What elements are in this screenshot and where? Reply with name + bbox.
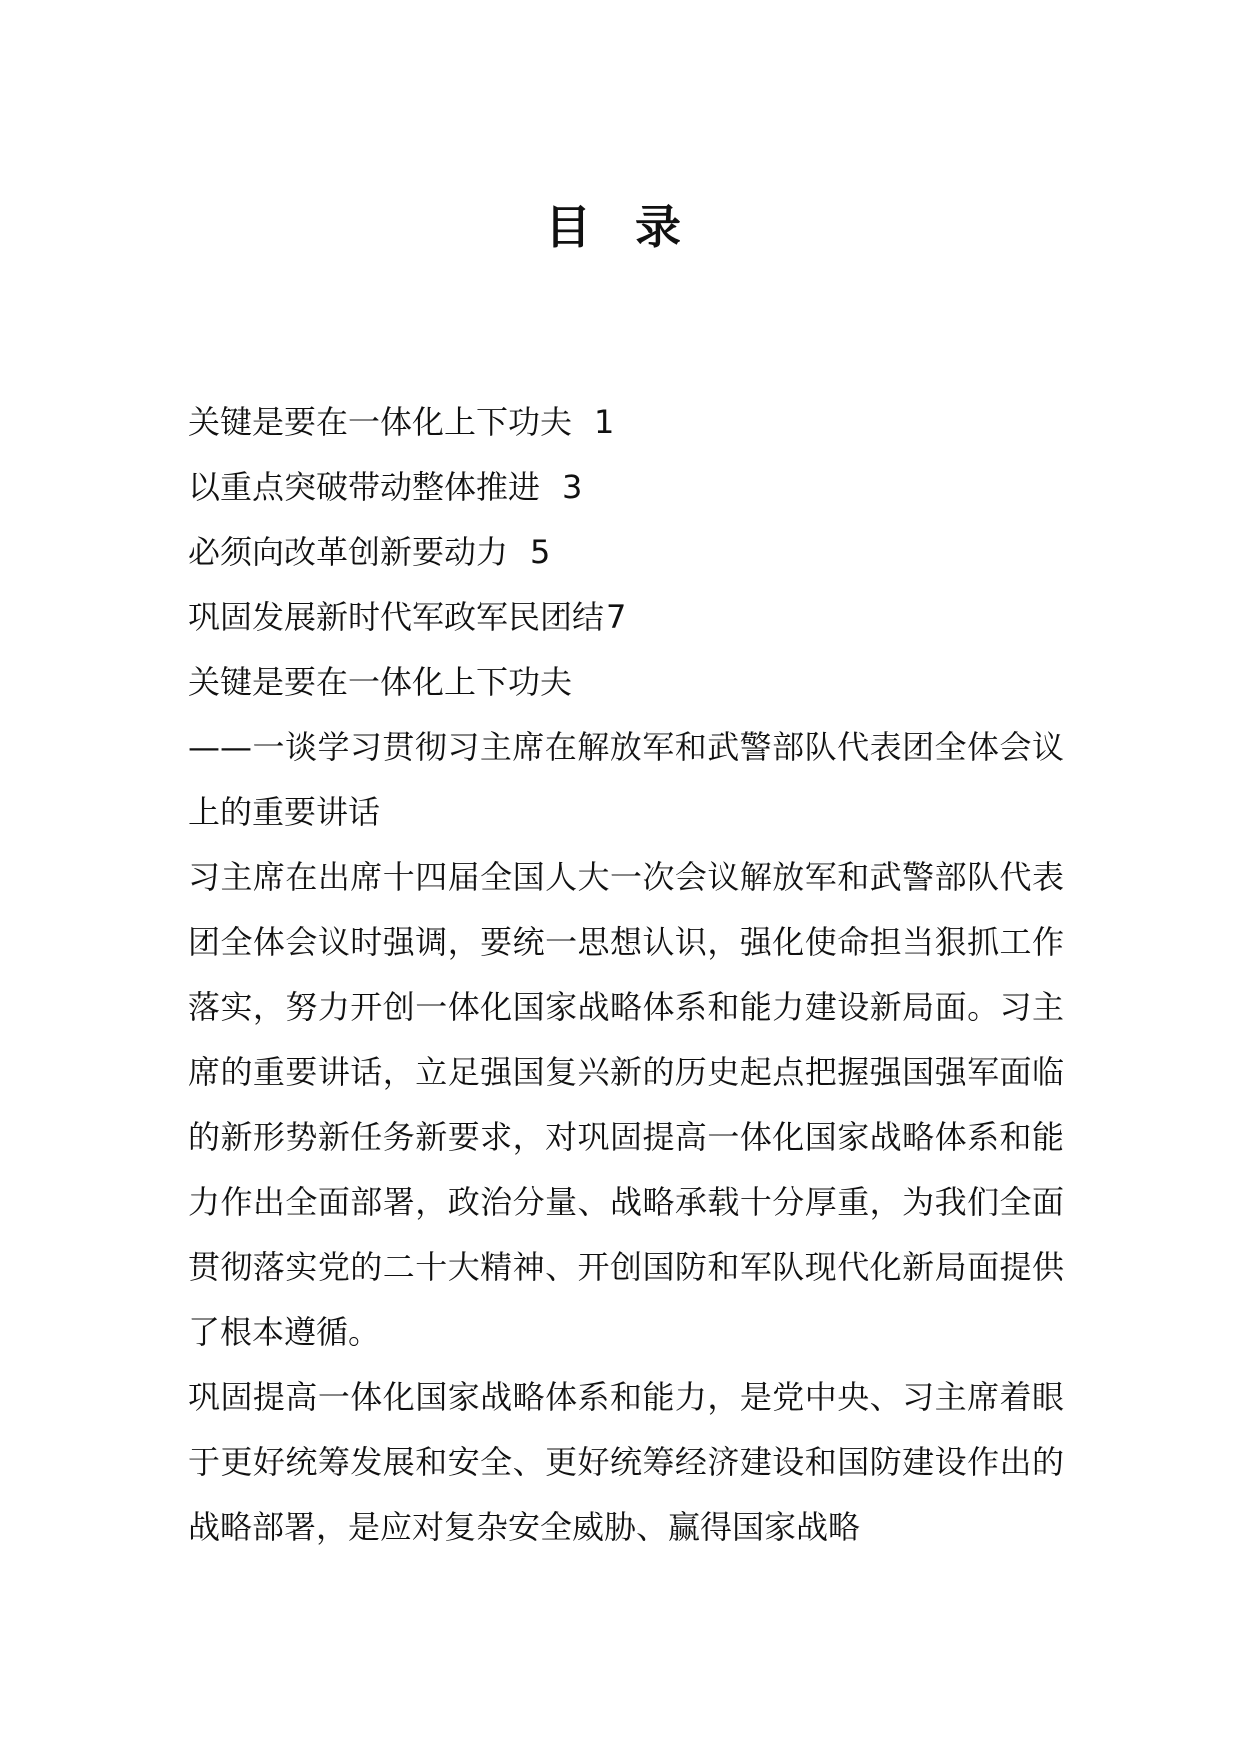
toc-item[interactable] (188, 455, 1064, 520)
page-title: 目 录 (544, 200, 695, 254)
toc-item-title: 巩固发展新时代军政军民团结 (188, 598, 605, 636)
toc-item[interactable] (188, 585, 1064, 650)
article-heading: 关键是要在一体化上下功夫 (188, 663, 573, 701)
toc-item[interactable] (188, 520, 1064, 585)
table-of-contents (188, 390, 1064, 650)
toc-item-page: 3 (562, 468, 583, 506)
toc-item-title: 关键是要在一体化上下功夫 (188, 403, 573, 441)
article-paragraph: 巩固提高一体化国家战略体系和能力，是党中央、习主席着眼于更好统筹发展和安全、更好统筹经济建设和国防建设作出的战略部署，是应对复杂安全威胁、赢得国家战略 (188, 1378, 1064, 1546)
toc-item[interactable] (188, 390, 1064, 455)
toc-item-page: 1 (594, 403, 615, 441)
article-subheading: ——一谈学习贯彻习主席在解放军和武警部队代表团全体会议上的重要讲话 (188, 728, 1064, 831)
toc-item-page: 5 (530, 533, 551, 571)
article-paragraph: 习主席在出席十四届全国人大一次会议解放军和武警部队代表团全体会议时强调，要统一思想认识，强化使命担当狠抓工作落实，努力开创一体化国家战略体系和能力建设新局面。习主席的重要讲话，立足强国复兴新的历史起点把握强国强军面临的新形势新任务新要求，对巩固提高一体化国家战略体系和能力作出全面部署，政治分量、战略承载十分厚重，为我们全面贯彻落实党的二十大精神、开创国防和军队现代化新局面提供了根本遵循。 (188, 858, 1064, 1351)
toc-item-page: 7 (606, 598, 627, 636)
toc-item-title: 以重点突破带动整体推进 (188, 468, 541, 506)
toc-item-title: 必须向改革创新要动力 (188, 533, 509, 571)
document-body (188, 390, 1064, 1560)
